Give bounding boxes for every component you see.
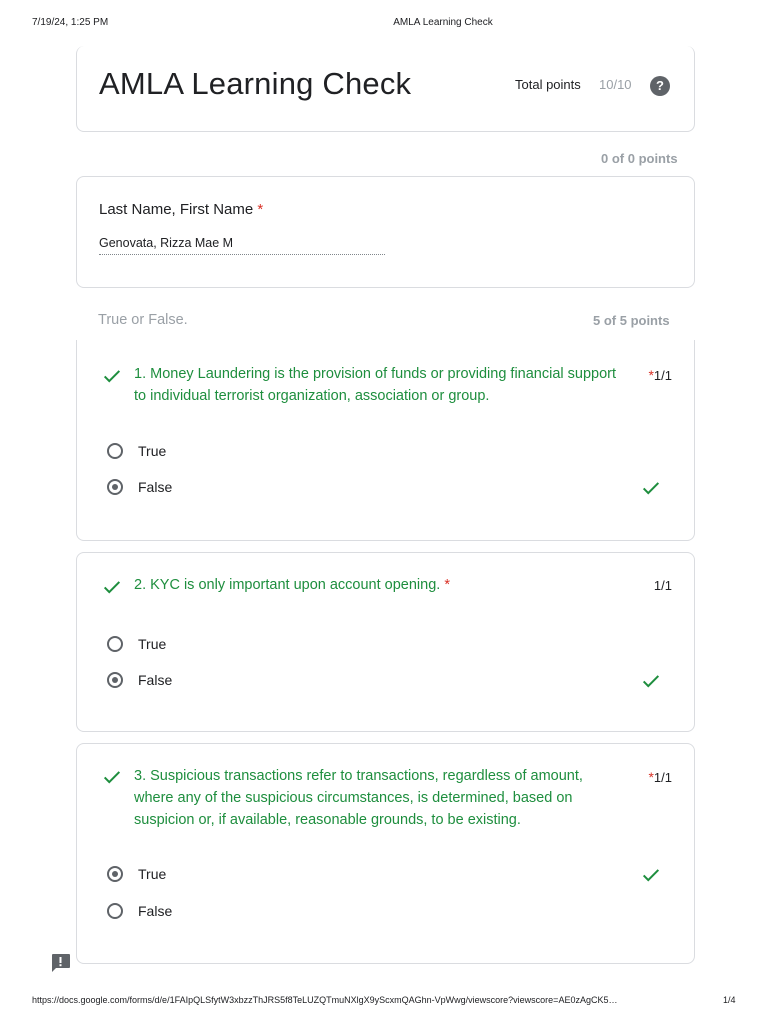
question-score: 1/1 — [653, 578, 672, 593]
help-icon[interactable]: ? — [650, 76, 670, 96]
option-false[interactable] — [107, 670, 667, 692]
check-icon — [640, 477, 662, 499]
radio-button-selected[interactable] — [107, 672, 123, 688]
name-question-label — [99, 201, 263, 218]
option-true[interactable] — [107, 864, 667, 886]
question-text — [134, 574, 624, 596]
print-footer — [0, 995, 768, 1009]
intro-section-points: 0 of 0 points — [601, 151, 678, 166]
option-label: True — [138, 866, 167, 882]
option-false[interactable] — [107, 901, 667, 923]
name-answer-field: Genovata, Rizza Mae M — [99, 236, 385, 255]
name-question-card — [76, 176, 695, 288]
radio-button[interactable] — [107, 903, 123, 919]
section-title: True or False. — [98, 312, 188, 328]
required-mark: * — [648, 367, 654, 383]
radio-button-selected[interactable] — [107, 479, 123, 495]
feedback-icon[interactable] — [50, 953, 71, 973]
option-label: False — [138, 479, 173, 495]
radio-button-selected[interactable] — [107, 866, 123, 882]
check-icon — [101, 766, 123, 788]
check-icon — [101, 576, 123, 598]
check-icon — [640, 864, 662, 886]
radio-button[interactable] — [107, 636, 123, 652]
question-text-content: 2. KYC is only important upon account opening. — [134, 577, 441, 593]
form-title-card — [76, 46, 695, 132]
option-label: False — [138, 903, 173, 919]
question-card-3 — [76, 743, 695, 964]
question-card-1 — [76, 340, 695, 541]
total-points-label: Total points — [515, 77, 581, 92]
option-false[interactable] — [107, 477, 667, 499]
print-url: https://docs.google.com/forms/d/e/1FAIpQLSfytW3xbzzThJRS5f8TeLUZQTmuNXlgX9yScxmQAGhn-VpWwg/viewscore?viewscore=AE0zAgCK5… — [32, 995, 618, 1005]
check-icon — [640, 670, 662, 692]
option-label: False — [138, 672, 173, 688]
option-true[interactable] — [107, 441, 667, 463]
print-doc-title: AMLA Learning Check — [393, 17, 493, 28]
form-title: AMLA Learning Check — [99, 66, 412, 101]
total-points-value: 10/10 — [599, 77, 632, 92]
question-score — [642, 769, 672, 785]
question-text: 3. Suspicious transactions refer to transactions, regardless of amount, where any of the suspicious circumstances, is determined, based on suspicion or, if available, reasonable grounds, to be existing. — [134, 768, 583, 828]
required-mark: * — [257, 201, 264, 218]
option-label: True — [138, 636, 167, 652]
question-text: 1. Money Laundering is the provision of funds or providing financial support to individual terrorist organization, association or group. — [134, 366, 617, 404]
required-mark: * — [648, 769, 654, 785]
question-card-2 — [76, 552, 695, 732]
question-score-value: 1/1 — [653, 770, 672, 785]
question-score-value: 1/1 — [653, 368, 672, 383]
radio-button[interactable] — [107, 443, 123, 459]
tf-section-points: 5 of 5 points — [593, 313, 670, 328]
required-mark: * — [444, 577, 450, 593]
name-question-text: Last Name, First Name — [99, 201, 254, 218]
option-label: True — [138, 443, 167, 459]
print-header — [0, 17, 768, 31]
print-page-number: 1/4 — [723, 995, 736, 1005]
option-true[interactable] — [107, 634, 667, 656]
check-icon — [101, 365, 123, 387]
question-score — [642, 367, 672, 383]
print-datetime: 7/19/24, 1:25 PM — [32, 17, 109, 28]
